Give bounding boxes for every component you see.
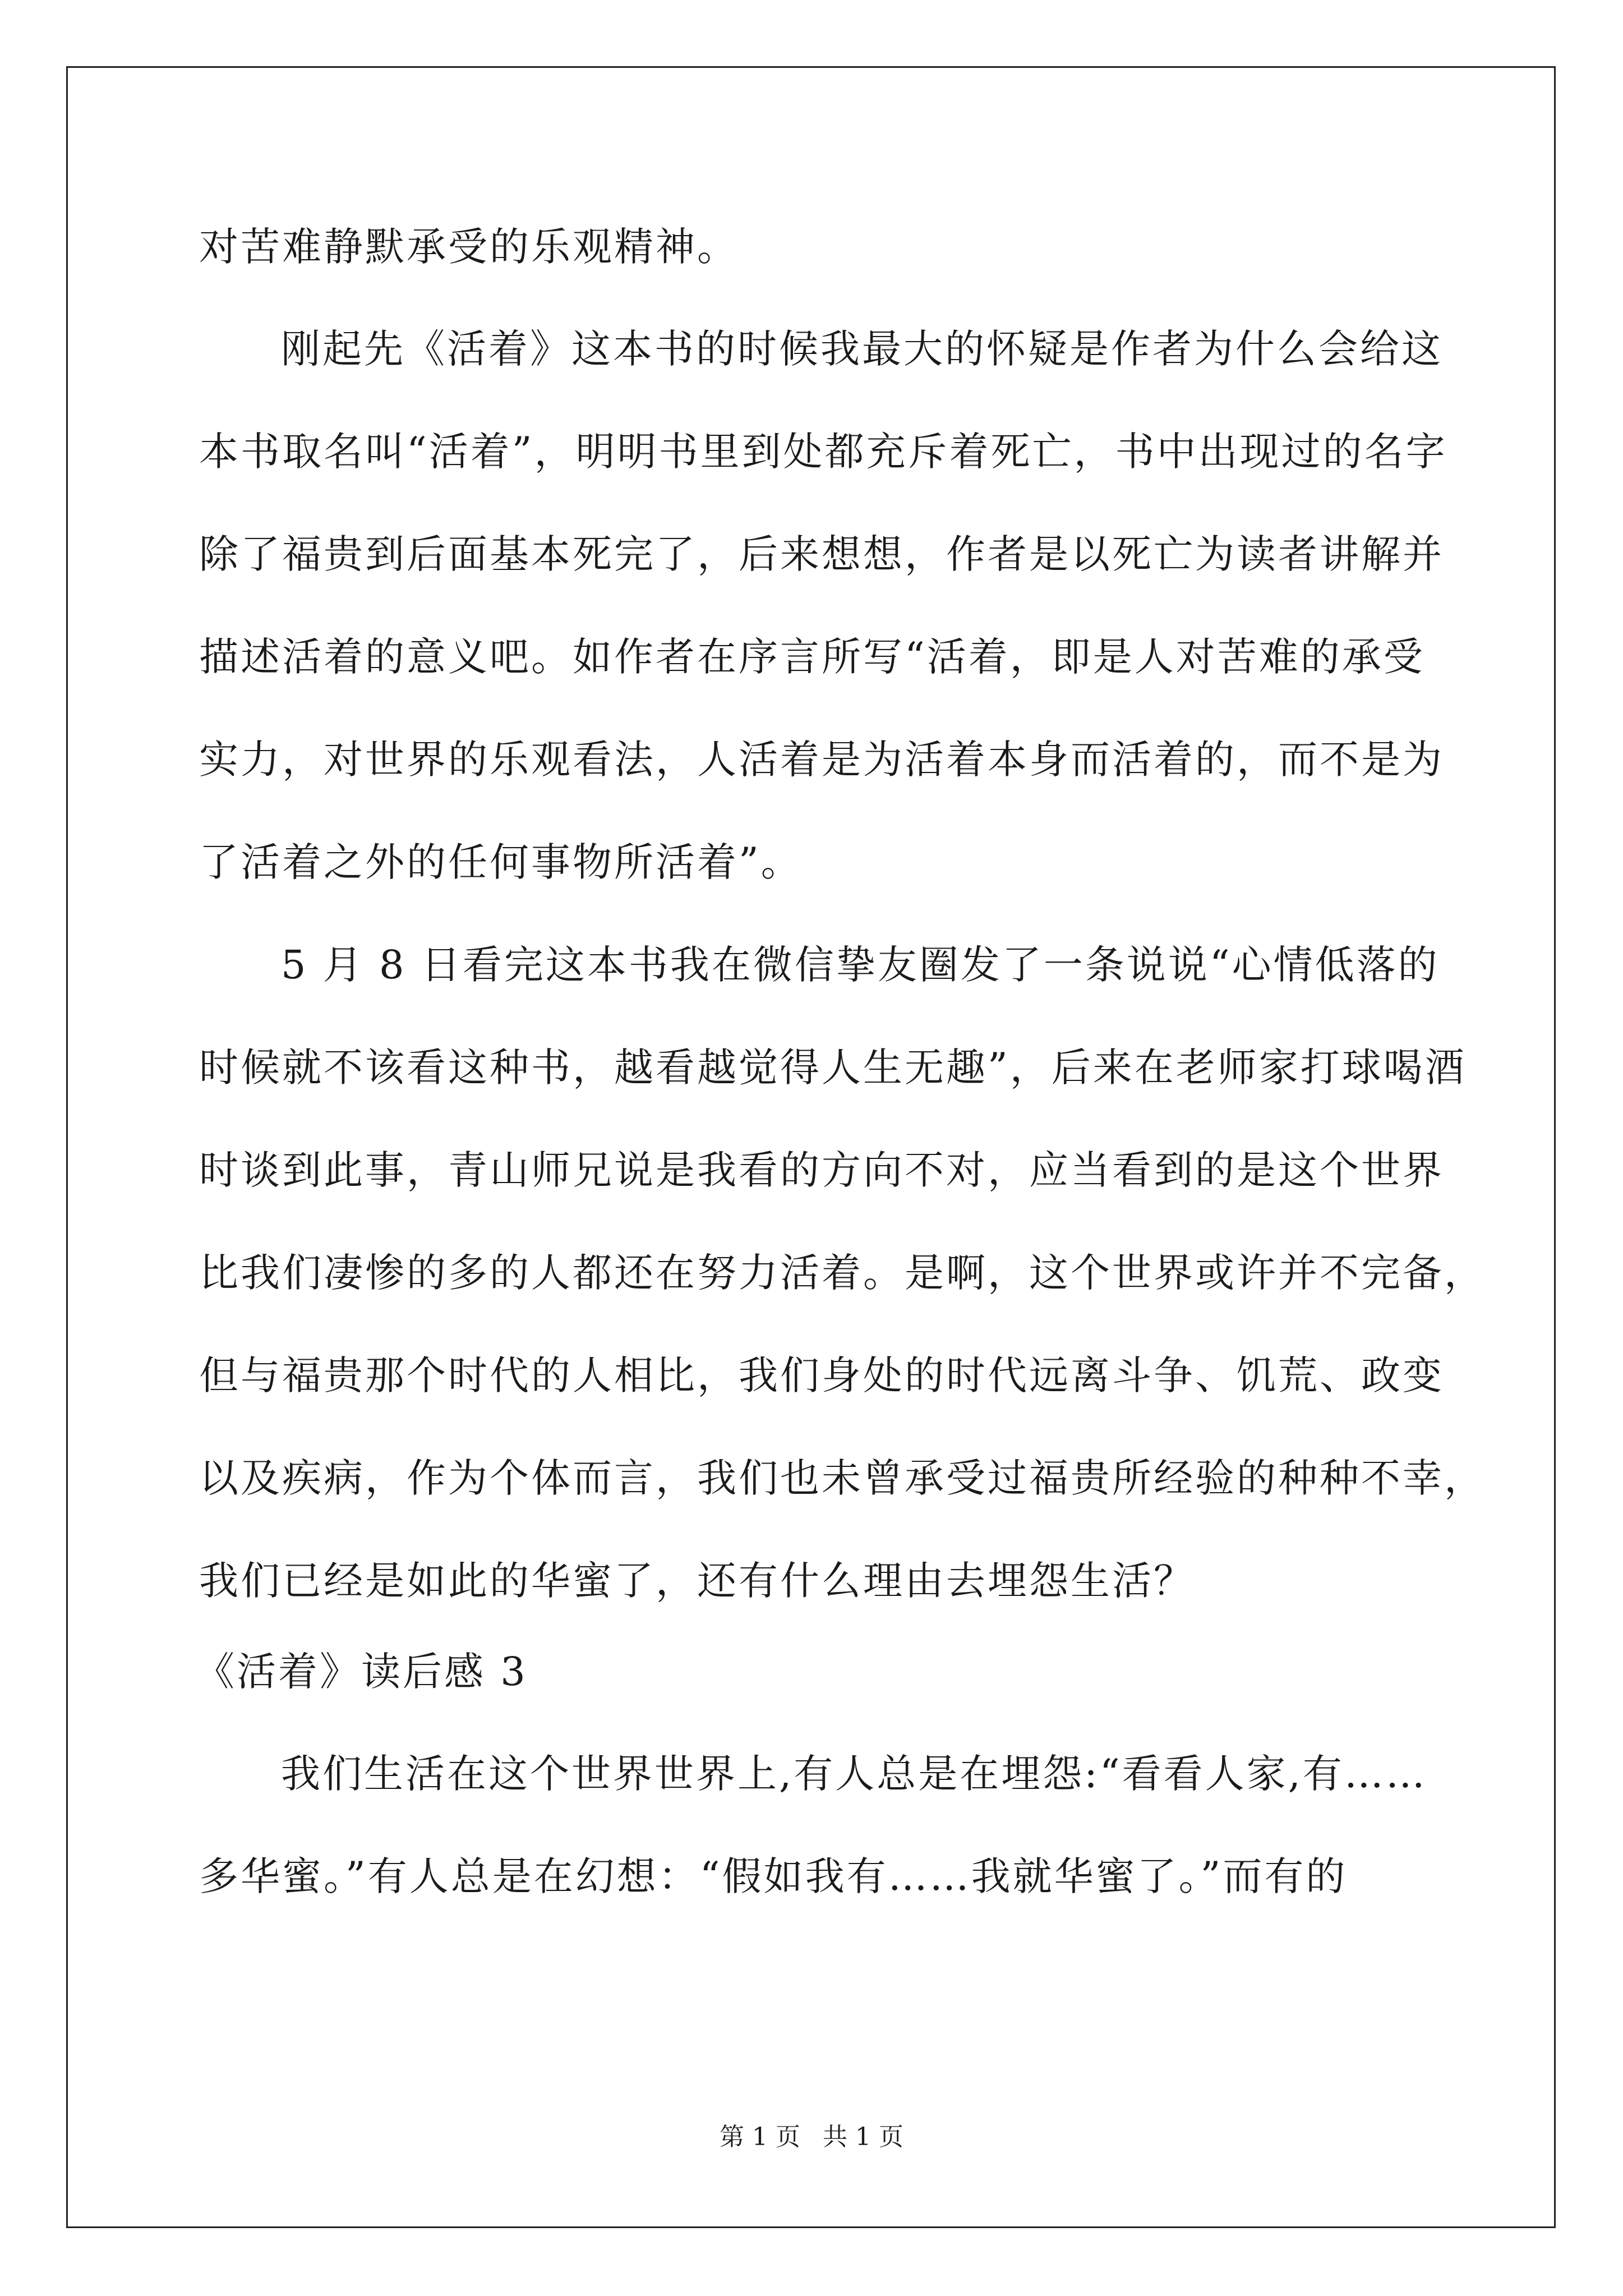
text-line: 除了福贵到后面基本死完了，后来想想，作者是以死亡为读者讲解并 xyxy=(199,531,1444,577)
text-line: 了活着之外的任何事物所活着”。 xyxy=(199,839,803,885)
text-line: 描述活着的意义吧。如作者在序言所写“活着，即是人对苦难的承受 xyxy=(199,634,1425,680)
text-line: 以及疾病，作为个体而言，我们也未曾承受过福贵所经验的种种不幸， xyxy=(199,1455,1486,1501)
text-line: 时谈到此事，青山师兄说是我看的方向不对，应当看到的是这个世界 xyxy=(199,1147,1444,1193)
text-line: 比我们凄惨的多的人都还在努力活着。是啊，这个世界或许并不完备， xyxy=(199,1250,1486,1296)
text-line: 本书取名叫“活着”，明明书里到处都充斥着死亡，书中出现过的名字 xyxy=(199,429,1447,475)
text-line: 实力，对世界的乐观看法，人活着是为活着本身而活着的，而不是为 xyxy=(199,737,1444,783)
text-line: 时候就不该看这种书，越看越觉得人生无趣”，后来在老师家打球喝酒 xyxy=(199,1045,1467,1091)
text-line: 刚起先《活着》这本书的时候我最大的怀疑是作者为什么会给这 xyxy=(281,326,1443,372)
text-line: 我们生活在这个世界世界上,有人总是在埋怨:“看看人家,有…… xyxy=(281,1751,1427,1797)
page-total: 共 1 页 xyxy=(823,2123,903,2151)
section-heading: 《活着》读后感 3 xyxy=(195,1649,528,1695)
page-number: 第 1 页 xyxy=(720,2123,800,2151)
page-footer xyxy=(0,2120,1623,2154)
text-line: 5 月 8 日看完这本书我在微信挚友圈发了一条说说“心情低落的 xyxy=(281,942,1440,988)
text-line: 但与福贵那个时代的人相比，我们身处的时代远离斗争、饥荒、政变 xyxy=(199,1352,1444,1398)
text-line: 我们已经是如此的华蜜了，还有什么理由去埋怨生活？ xyxy=(199,1558,1195,1604)
text-line: 对苦难静默承受的乐观精神。 xyxy=(199,224,739,270)
text-line: 多华蜜。”有人总是在幻想：“假如我有……我就华蜜了。”而有的 xyxy=(199,1853,1348,1899)
